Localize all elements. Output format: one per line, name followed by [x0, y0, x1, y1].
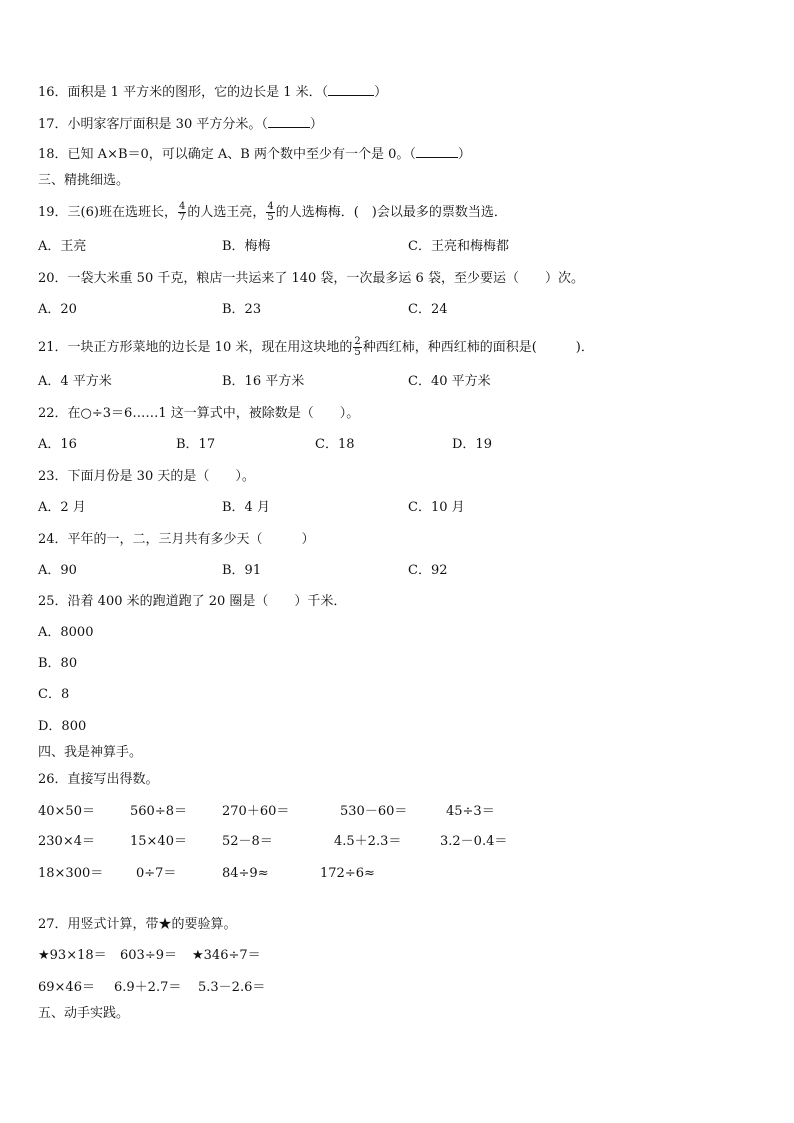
calc-item: 0÷7＝: [136, 866, 177, 881]
calc-item: ★346÷7＝: [192, 948, 261, 963]
option-c[interactable]: C．24: [408, 302, 448, 317]
question-22: 22．在○÷3＝6……1 这一算式中，被除数是（ ）。: [38, 406, 360, 421]
option-b[interactable]: B．梅梅: [222, 239, 271, 254]
option-a[interactable]: A．4 平方米: [38, 374, 112, 389]
option-c[interactable]: C．10 月: [408, 500, 465, 515]
option-a[interactable]: A．2 月: [38, 500, 86, 515]
answer-blank[interactable]: [416, 146, 458, 158]
question-20: 20．一袋大米重 50 千克，粮店一共运来了 140 袋，一次最多运 6 袋，至少要运（ ）次。: [38, 271, 584, 286]
section-heading-5: 五、动手实践。: [38, 1006, 130, 1021]
option-d[interactable]: D．19: [452, 437, 492, 452]
option-a[interactable]: A．20: [38, 302, 77, 317]
option-b[interactable]: B．91: [222, 563, 262, 578]
question-19: [38, 202, 507, 223]
calc-item: 69×46＝: [38, 980, 95, 995]
option-a[interactable]: A．王亮: [38, 239, 87, 254]
fraction: [353, 337, 361, 358]
fraction-numerator: 4: [267, 201, 274, 212]
question-21: [38, 337, 594, 358]
option-a[interactable]: A．8000: [38, 625, 94, 640]
question-27-title: 27．用竖式计算，带★的要验算。: [38, 917, 237, 932]
question-text: 19．三(6)班在选班长，: [38, 205, 177, 220]
calc-item: 52－8＝: [222, 834, 273, 849]
answer-blank[interactable]: [328, 84, 374, 96]
question-text: 21．一块正方形菜地的边长是 10 米，现在用这块地的: [38, 340, 353, 355]
calc-item: 6.9＋2.7＝: [114, 980, 182, 995]
calc-item: 230×4＝: [38, 834, 95, 849]
fraction-denominator: 7: [178, 212, 186, 223]
calc-item: 270＋60＝: [222, 804, 290, 819]
fraction-numerator: 2: [354, 336, 361, 347]
question-close: ）: [309, 117, 323, 132]
question-25: 25．沿着 400 米的跑道跑了 20 圈是（ ）千米．: [38, 594, 347, 609]
calc-item: 3.2－0.4＝: [440, 834, 508, 849]
calc-item: 40×50＝: [38, 804, 95, 819]
calc-item: 18×300＝: [38, 866, 104, 881]
option-a[interactable]: A．16: [38, 437, 77, 452]
calc-item: 560÷8＝: [130, 804, 187, 819]
option-c[interactable]: C．18: [315, 437, 355, 452]
question-18: [38, 146, 471, 163]
option-c[interactable]: C．8: [38, 687, 70, 702]
fraction-denominator: 5: [267, 212, 274, 223]
question-16: [38, 84, 387, 101]
calc-item: 530－60＝: [340, 804, 408, 819]
answer-blank[interactable]: [268, 116, 310, 128]
question-23: 23．下面月份是 30 天的是（ ）。: [38, 469, 255, 484]
question-26-title: 26．直接写出得数。: [38, 772, 159, 787]
calc-item: 172÷6≈: [320, 866, 375, 881]
option-c[interactable]: C．40 平方米: [408, 374, 491, 389]
calc-item: 4.5＋2.3＝: [334, 834, 402, 849]
calc-item: ★93×18＝: [38, 948, 107, 963]
section-heading-4: 四、我是神算手。: [38, 745, 143, 760]
option-b[interactable]: B．23: [222, 302, 262, 317]
question-close: ）: [374, 85, 388, 100]
question-text: 18．已知 A×B＝0，可以确定 A、B 两个数中至少有一个是 0。（: [38, 147, 416, 162]
fraction-numerator: 4: [178, 201, 186, 212]
question-text: 的人选梅梅．( )会以最多的票数当选．: [275, 205, 507, 220]
calc-item: 15×40＝: [130, 834, 187, 849]
calc-item: 84÷9≈: [222, 866, 269, 881]
question-text: 17．小明家客厅面积是 30 平方分米。（: [38, 117, 268, 132]
option-c[interactable]: C．王亮和梅梅都: [408, 239, 509, 254]
calc-item: 603÷9＝: [120, 948, 177, 963]
option-a[interactable]: A．90: [38, 563, 77, 578]
question-text: 的人选王亮，: [187, 205, 266, 220]
question-text: 16．面积是 1 平方米的图形，它的边长是 1 米．（: [38, 85, 329, 100]
fraction-denominator: 5: [354, 347, 361, 358]
option-b[interactable]: B．16 平方米: [222, 374, 305, 389]
question-24: 24．平年的一，二，三月共有多少天（ ）: [38, 532, 315, 547]
calc-item: 45÷3＝: [446, 804, 495, 819]
question-17: [38, 116, 323, 133]
calc-item: 5.3－2.6＝: [198, 980, 266, 995]
option-d[interactable]: D．800: [38, 719, 87, 734]
section-heading-3: 三、精挑细选。: [38, 173, 130, 188]
fraction: [178, 202, 186, 223]
option-b[interactable]: B．4 月: [222, 500, 270, 515]
option-c[interactable]: C．92: [408, 563, 448, 578]
question-text: 种西红柿，种西红柿的面积是( )．: [362, 340, 594, 355]
fraction: [266, 202, 274, 223]
option-b[interactable]: B．80: [38, 656, 78, 671]
option-b[interactable]: B．17: [176, 437, 216, 452]
question-close: ）: [457, 147, 471, 162]
